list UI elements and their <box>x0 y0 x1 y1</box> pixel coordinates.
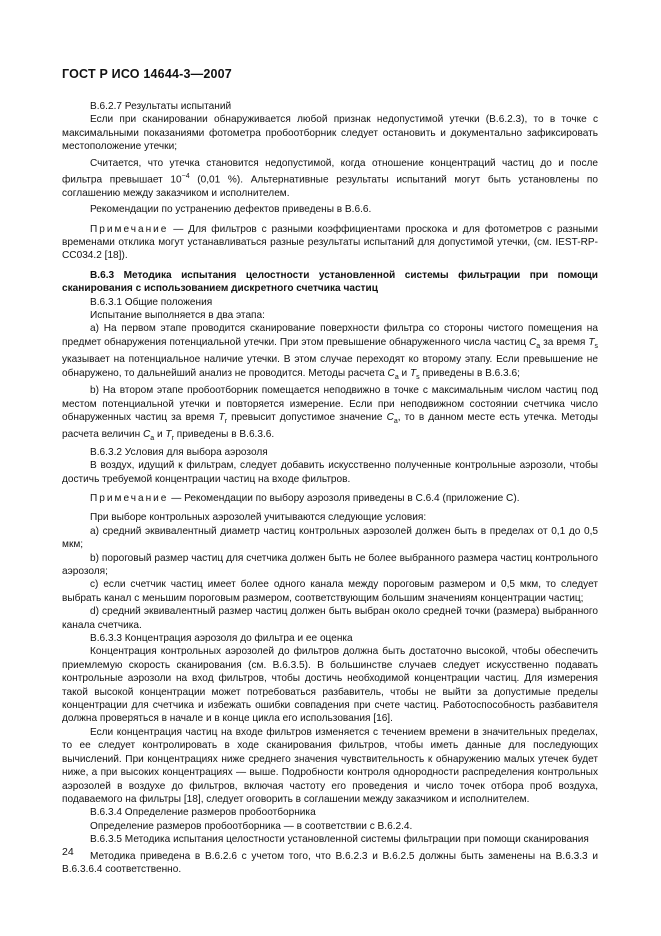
note: Примечание — Рекомендации по выбору аэрозоля приведены в С.6.4 (приложение С). <box>90 492 520 504</box>
paragraph: В воздух, идущий к фильтрам, следует добавить искусственно полученные контрольные аэрозоли, чтобы достичь требуемой концентрации частиц на входе фильтров. <box>62 460 598 485</box>
paragraph: Определение размеров пробоотборника — в соответствии с В.6.2.4. <box>90 820 413 832</box>
paragraph: Рекомендации по устранению дефектов приведены в В.6.6. <box>90 204 372 216</box>
paragraph: Считается, что утечка становится недопустимой, когда отношение концентраций частиц до и после фильтра превышает $10^{-4}$ (0,01 %). Альтернативные результаты испытаний могут быть установлены по соглашению между заказчиком и исполнителем. <box>62 157 598 199</box>
section-b632-heading: В.6.3.2 Условия для выбора аэрозоля <box>90 446 268 458</box>
list-item: а) средний эквивалентный диаметр частиц контрольных аэрозолей должен быть в пределах от 0,1 до 0,5 мкм; <box>62 525 598 551</box>
list-item: d) средний эквивалентный размер частиц должен быть выбран около средней точки (размера) выбранного канала счетчика. <box>62 606 598 631</box>
document-body <box>62 100 598 876</box>
section-b631-heading: В.6.3.1 Общие положения <box>90 296 213 308</box>
paragraph: Методика приведена в В.6.2.6 с учетом того, что В.6.2.3 и В.6.2.5 должны быть заменены на В.6.3.3 и В.6.3.6.4 соответственно. <box>62 850 598 875</box>
list-item: c) если счетчик частиц имеет более одного канала между пороговым размером и 0,5 мкм, то следует выбрать канал с меньшим пороговым размером, соответствующим большим значениям концентрации частиц; <box>62 579 598 604</box>
standard-header: ГОСТ Р ИСО 14644-3—2007 <box>62 67 232 81</box>
note: Примечание — Для фильтров с разными коэффициентами проскока и для фотометров с разными временами отклика могут устанавливаться разные результаты испытаний для допустимой утечки, (см. IEST-RP-CC034.2 [18]). <box>62 223 598 262</box>
section-b635-heading: В.6.3.5 Методика испытания целостности установленной системы фильтрации при помощи сканирования <box>90 834 589 846</box>
paragraph: Концентрация контрольных аэрозолей до фильтров должна быть достаточно высокой, чтобы обеспечить приемлемую скорость сканирования (см. В.6.3.5). В большинстве случаев следует искусственно подавать контрольные аэрозоли на вход фильтров, чтобы достичь необходимой концентрации частиц. Для измерения такой высокой концентрации может потребоваться разбавитель, чтобы не выйти за допустимые пределы концентрации для счетчика и избежать ошибки совпадения при счете частиц. Работоспособность разбавителя должна проверяться в начале и в конце цикла его использования [16]. <box>62 646 598 725</box>
paragraph: Если при сканировании обнаруживается любой признак недопустимой утечки (В.6.2.3), то в точке с максимальными показаниями фотометра пробоотборник следует остановить и документально зафиксировать местоположение утечки; <box>62 114 598 153</box>
paragraph: При выборе контрольных аэрозолей учитываются следующие условия: <box>90 512 427 524</box>
list-item: b) На втором этапе пробоотборник помещается неподвижно в точке с максимальным числом частиц под местом потенциальной утечки и повторяется измерение. Если при неподвижном состоянии счетчика число обнаруженных частиц за время $T_r$ превысит допустимое значение $C_a$, то в данном месте есть утечка. Методы расчета величин $C_a$ и $T_r$ приведены в В.6.3.6. <box>62 385 598 443</box>
section-b634-heading: В.6.3.4 Определение размеров пробоотборника <box>90 807 316 819</box>
list-item: а) На первом этапе проводится сканирование поверхности фильтра со стороны чистого помещения на предмет обнаружения потенциальной утечки. При этом превышение обнаруженного числа частиц $C_a$ за время $T_s$ указывает на потенциальное наличие утечки. В этом случае переходят ко второму этапу. Если превышение не обнаружено, то дальнейший анализ не проводится. Методы расчета $C_a$ и $T_s$ приведены в В.6.3.6; <box>62 323 599 381</box>
paragraph: Испытание выполняется в два этапа: <box>90 310 265 322</box>
list-item: b) пороговый размер частиц для счетчика должен быть не более выбранного размера частиц контрольного аэрозоля; <box>62 552 598 578</box>
section-b633-heading: В.6.3.3 Концентрация аэрозоля до фильтра и ее оценка <box>90 633 353 645</box>
section-b63-heading: В.6.3 Методика испытания целостности установленной системы фильтрации при помощи сканирования с использованием дискретного счетчика частиц <box>62 269 598 295</box>
page-number: 24 <box>62 846 74 858</box>
paragraph: Если концентрация частиц на входе фильтров изменяется с течением времени в значительных пределах, то ее следует контролировать в ходе сканирования фильтров, чтобы иметь данные для последующих вычислений. При концентрациях ниже среднего значения чувствительность к обнаружению малых утечек будет ниже, а при высоких концентрациях — выше. Подробности контроля однородности распределения контрольных аэрозолей в воздухе до фильтров, включая частоту его проведения и число точек отбора проб воздуха, подаваемого на фильтры [18], следует оговорить в соглашении между заказчиком и исполнителем. <box>62 726 598 805</box>
section-b627-heading: В.6.2.7 Результаты испытаний <box>90 101 232 112</box>
